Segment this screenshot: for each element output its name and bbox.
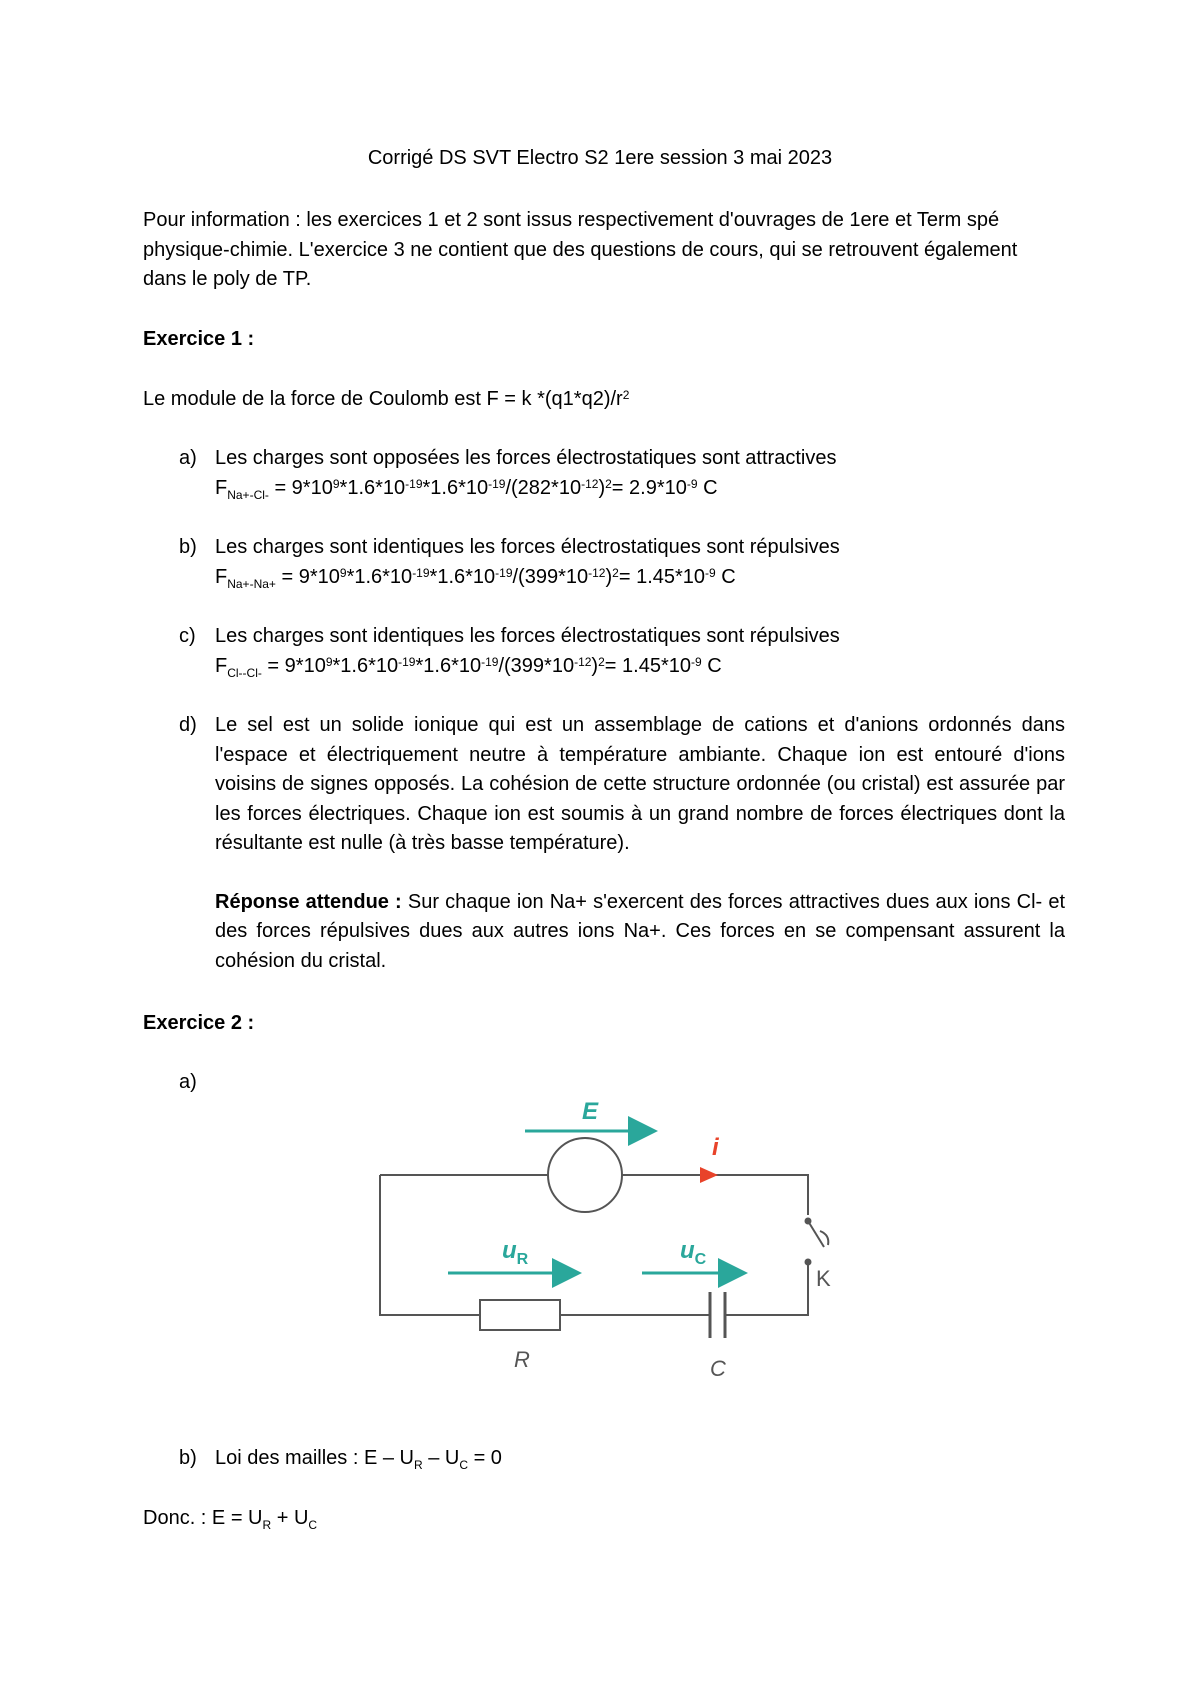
- item-label: b): [179, 1447, 197, 1469]
- force-subscript: Na+-Cl-: [227, 487, 269, 502]
- item-label: a): [179, 447, 197, 469]
- coulomb-exponent: 2: [622, 388, 630, 402]
- item-statement: Les charges sont identiques les forces électrostatiques sont répulsives: [215, 625, 840, 647]
- conclusion-equation: Donc. : $E = U_R + U_C$: [143, 1507, 318, 1532]
- capacitor-label: C: [710, 1356, 726, 1381]
- coulomb-formula: [143, 385, 1063, 415]
- current-label: i: [712, 1134, 719, 1161]
- document-title: Corrigé DS SVT Electro S2 1ere session 3 mai 2023: [367, 147, 833, 169]
- exercise-1-heading: Exercice 1 :: [143, 328, 255, 350]
- coulomb-text: Le module de la force de Coulomb est F = k *(q1*q2)/r: [143, 388, 623, 410]
- item-label: c): [179, 625, 196, 647]
- voltage-uc-label: $u_C$: [680, 1237, 707, 1268]
- force-subscript: Cl--Cl-: [227, 665, 262, 680]
- expected-answer: [215, 888, 1065, 977]
- rc-circuit-diagram: [360, 1095, 840, 1395]
- item-d-text: Le sel est un solide ionique qui est un assemblage de cations et d'anions ordonnés dans l'espace et électriquement neutre à température ambiante. Chaque ion est entouré d'ions voisins de signes opposés. La cohésion de cette structure ordonnée (ou cristal) est assurée par les forces électriques. Chaque ion est soumis à un grand nombre de forces électriques dont la résultante est nulle (à très basse température).: [215, 714, 1065, 854]
- expected-answer-label: Réponse attendue :: [215, 890, 402, 913]
- resistor-icon: [480, 1300, 560, 1330]
- switch-label: K: [816, 1266, 831, 1291]
- force-subscript: Na+-Na+: [227, 576, 276, 591]
- voltage-ur-label: $u_R$: [502, 1237, 529, 1268]
- kirchhoff-law: Loi des mailles : $E - U_R - U_C = 0$: [215, 1447, 502, 1472]
- item-statement: Les charges sont opposées les forces électrostatiques sont attractives: [215, 447, 837, 469]
- item-equation: $F_{Na+-Cl-} = 9*10^9*1.6*10^{-19}*1.6*10^{-19}/(282*10^{-12})^2= 2.9*10^{-9}$ C: [215, 476, 718, 502]
- switch-icon: [805, 1218, 829, 1266]
- expected-answer-text: Sur chaque ion Na+ s'exercent des forces attractives dues aux ions Cl- et des forces répulsives dues aux autres ions Na+. Ces forces en se compensant assurent la cohésion du cristal.: [215, 890, 1066, 972]
- item-label: d): [179, 714, 197, 736]
- capacitor-icon: [710, 1292, 725, 1338]
- resistor-label: R: [514, 1347, 530, 1372]
- voltage-e-label: E: [582, 1098, 599, 1125]
- item-equation: $F_{Cl--Cl-} = 9*10^9*1.6*10^{-19}*1.6*10^{-19}/(399*10^{-12})^2= 1.45*10^{-9}$ C: [215, 654, 722, 680]
- intro-paragraph: Pour information : les exercices 1 et 2 sont issus respectivement d'ouvrages de 1ere et Term spé physique-chimie. L'exercice 3 ne contient que des questions de cours, qui se retrouvent également dans le poly de TP.: [143, 209, 1018, 290]
- item-label: a): [179, 1071, 197, 1093]
- exercise-2-heading: Exercice 2 :: [143, 1012, 255, 1034]
- item-statement: Les charges sont identiques les forces électrostatiques sont répulsives: [215, 536, 840, 558]
- item-label: b): [179, 536, 197, 558]
- item-equation: $F_{Na+-Na+} = 9*10^9*1.6*10^{-19}*1.6*10^{-19}/(399*10^{-12})^2= 1.45*10^{-9}$ C: [215, 565, 736, 591]
- current-arrow-icon: [700, 1167, 718, 1183]
- generator-icon: [548, 1138, 622, 1212]
